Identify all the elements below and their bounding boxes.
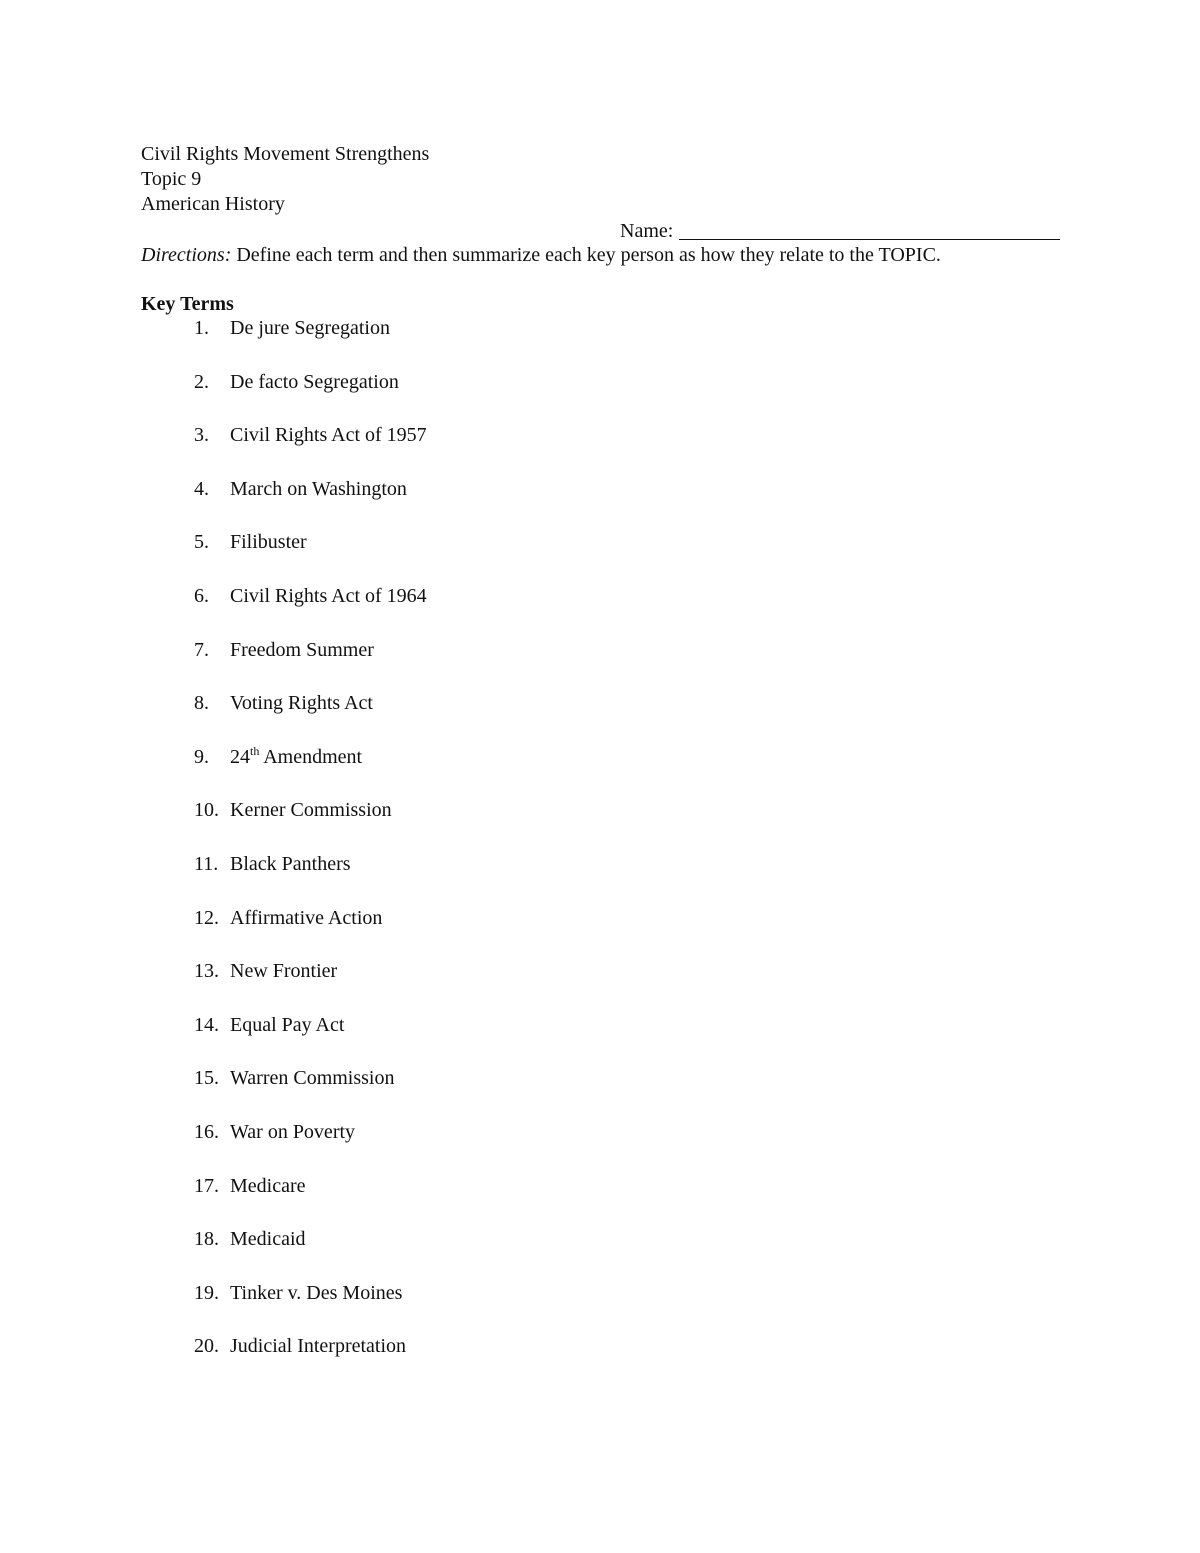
key-term-item — [194, 1066, 394, 1090]
name-blank-line[interactable] — [679, 219, 1060, 240]
key-term-item — [194, 530, 307, 554]
key-term-item — [194, 1120, 355, 1144]
key-term-text: Affirmative Action — [230, 907, 383, 929]
key-term-text: March on Washington — [230, 478, 407, 500]
key-term-superscript: th — [250, 744, 260, 758]
key-term-number: 8. — [194, 692, 209, 714]
key-term-item — [194, 959, 337, 983]
key-term-number: 3. — [194, 424, 209, 446]
key-term-number: 18. — [194, 1228, 219, 1250]
key-term-item — [194, 1281, 402, 1305]
key-term-text: 24th Amendment — [230, 744, 363, 768]
key-term-number: 17. — [194, 1175, 219, 1197]
key-term-number: 5. — [194, 531, 209, 553]
key-term-number: 7. — [194, 639, 209, 661]
key-term-text: Civil Rights Act of 1957 — [230, 424, 427, 446]
key-term-item — [194, 638, 374, 662]
key-term-number: 20. — [194, 1335, 219, 1357]
directions-label: Directions: — [141, 244, 232, 266]
key-term-number: 13. — [194, 960, 219, 982]
key-term-item — [194, 691, 373, 715]
key-term-item — [194, 906, 382, 930]
key-terms-heading: Key Terms — [141, 293, 234, 315]
key-term-number: 4. — [194, 478, 209, 500]
key-term-text: Freedom Summer — [230, 639, 374, 661]
key-term-text: Equal Pay Act — [230, 1014, 345, 1036]
key-term-number: 15. — [194, 1067, 219, 1089]
key-term-number: 6. — [194, 585, 209, 607]
key-term-number: 12. — [194, 907, 219, 929]
key-term-number: 19. — [194, 1282, 219, 1304]
key-term-number: 16. — [194, 1121, 219, 1143]
key-term-item — [194, 477, 407, 501]
key-term-number: 11. — [194, 853, 219, 875]
key-term-text: De jure Segregation — [230, 317, 390, 339]
name-label: Name: — [620, 220, 674, 242]
key-term-text: Filibuster — [230, 531, 307, 553]
key-term-item — [194, 1227, 306, 1251]
key-term-number: 9. — [194, 746, 209, 768]
directions — [141, 243, 941, 267]
key-term-item — [194, 798, 392, 822]
key-term-text: Civil Rights Act of 1964 — [230, 585, 427, 607]
key-term-text: De facto Segregation — [230, 371, 399, 393]
key-term-text: Warren Commission — [230, 1067, 395, 1089]
key-term-item — [194, 370, 399, 394]
key-term-item — [194, 1174, 306, 1198]
key-term-number: 2. — [194, 371, 209, 393]
key-term-text: Judicial Interpretation — [230, 1335, 407, 1357]
key-term-text: Tinker v. Des Moines — [230, 1282, 403, 1304]
key-term-text: Black Panthers — [230, 853, 351, 875]
course-label: American History — [141, 193, 285, 215]
key-term-text: New Frontier — [230, 960, 338, 982]
name-field — [620, 217, 1060, 243]
key-term-item — [194, 316, 390, 340]
key-term-number: 14. — [194, 1014, 219, 1036]
key-term-text: War on Poverty — [230, 1121, 356, 1143]
key-term-item — [194, 423, 427, 447]
key-term-item — [194, 1334, 406, 1358]
key-term-number: 1. — [194, 317, 209, 339]
worksheet-title: Civil Rights Movement Strengthens — [141, 143, 430, 165]
key-term-text: Voting Rights Act — [230, 692, 373, 714]
topic-label: Topic 9 — [141, 168, 202, 190]
key-term-text: Kerner Commission — [230, 799, 392, 821]
key-term-item — [194, 1013, 344, 1037]
key-term-item — [194, 852, 351, 876]
key-term-item — [194, 584, 427, 608]
directions-text: Define each term and then summarize each key person as how they relate to the TOPIC. — [236, 244, 941, 266]
key-term-text: Medicaid — [230, 1228, 306, 1250]
key-term-text: Medicare — [230, 1175, 306, 1197]
key-term-item — [194, 745, 362, 769]
key-term-number: 10. — [194, 799, 219, 821]
